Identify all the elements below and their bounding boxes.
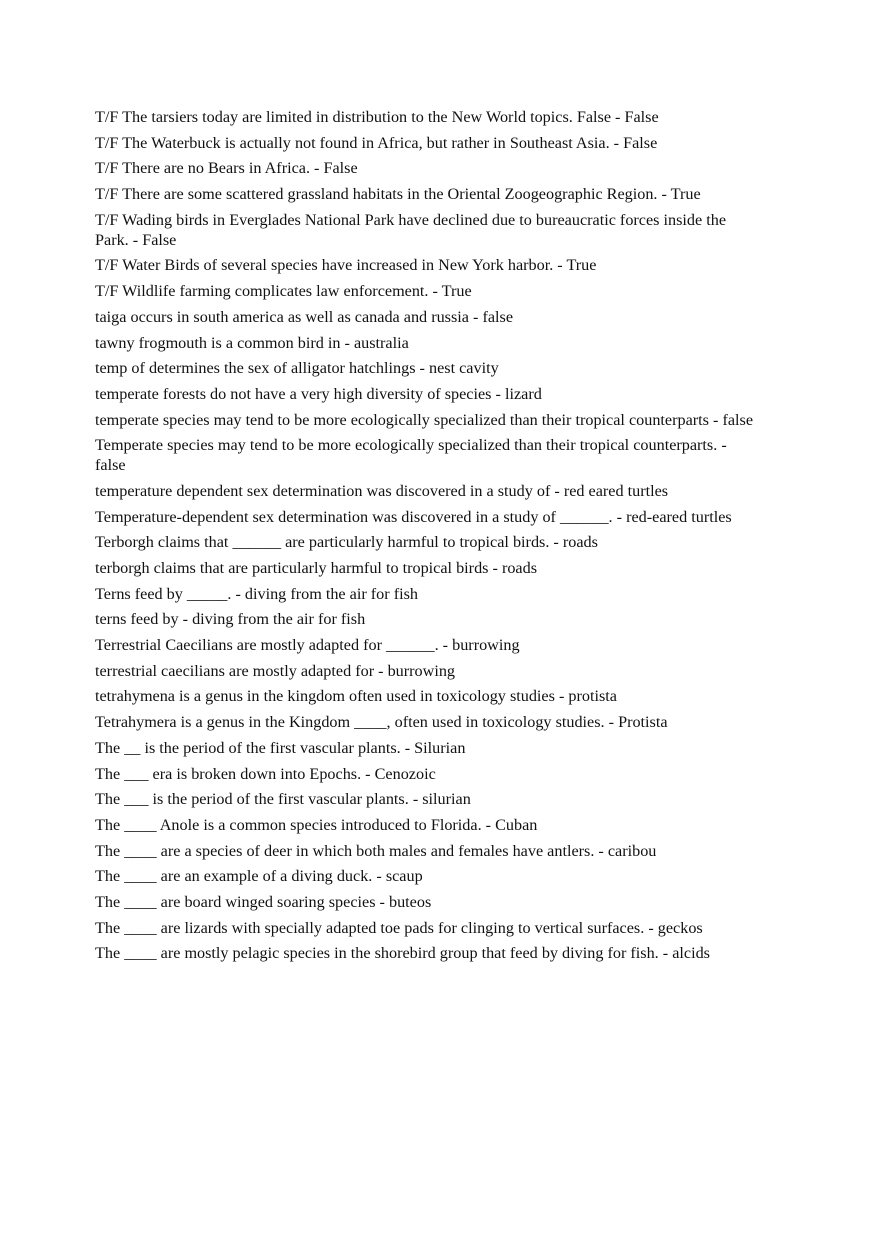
flashcard-line: temperature dependent sex determination was discovered in a study of - red eared turtles: [95, 481, 669, 500]
flashcard-line: The ____ are lizards with specially adapted toe pads for clinging to vertical surfaces. - geckos: [95, 918, 703, 937]
flashcard-line: T/F Wading birds in Everglades National Park have declined due to bureaucratic forces inside the Park. - False: [95, 210, 727, 249]
flashcard-line: temp of determines the sex of alligator hatchlings - nest cavity: [95, 359, 499, 378]
flashcard-line: T/F The tarsiers today are limited in distribution to the New World topics. False - False: [95, 108, 659, 126]
flashcard-line: Temperature-dependent sex determination was discovered in a study of ______. - red-eared turtles: [95, 507, 732, 526]
flashcard-line: The ___ era is broken down into Epochs. - Cenozoic: [95, 764, 436, 783]
flashcard-line: The ____ are a species of deer in which both males and females have antlers. - caribou: [95, 841, 657, 860]
flashcard-line: Terborgh claims that ______ are particularly harmful to tropical birds. - roads: [95, 533, 598, 552]
flashcard-line: T/F There are some scattered grassland habitats in the Oriental Zoogeographic Region. - True: [95, 185, 701, 204]
flashcard-line: The ____ Anole is a common species introduced to Florida. - Cuban: [95, 815, 538, 834]
flashcard-line: Terrestrial Caecilians are mostly adapted for ______. - burrowing: [95, 636, 520, 655]
flashcard-line: T/F The Waterbuck is actually not found in Africa, but rather in Southeast Asia. - False: [95, 133, 658, 152]
flashcard-line: temperate forests do not have a very high diversity of species - lizard: [95, 384, 542, 403]
flashcard-line: The ____ are an example of a diving duck. - scaup: [95, 867, 423, 886]
flashcard-line: terborgh claims that are particularly harmful to tropical birds - roads: [95, 559, 538, 577]
flashcard-line: temperate species may tend to be more ecologically specialized than their tropical counterparts - false: [95, 410, 754, 429]
flashcard-line: tetrahymena is a genus in the kingdom often used in toxicology studies - protista: [95, 687, 617, 706]
flashcard-line: T/F Water Birds of several species have increased in New York harbor. - True: [95, 256, 597, 275]
flashcard-line: The ____ are mostly pelagic species in the shorebird group that feed by diving for fish. - alcids: [95, 944, 710, 963]
flashcard-line: T/F Wildlife farming complicates law enforcement. - True: [95, 282, 472, 301]
flashcard-line: taiga occurs in south america as well as canada and russia - false: [95, 307, 514, 326]
flashcard-line: The ____ are board winged soaring species - buteos: [95, 892, 432, 911]
flashcard-line: terns feed by - diving from the air for fish: [95, 610, 366, 629]
flashcard-line: terrestrial caecilians are mostly adapted for - burrowing: [95, 661, 456, 680]
flashcard-line: Terns feed by _____. - diving from the air for fish: [95, 584, 418, 603]
flashcard-line: The __ is the period of the first vascular plants. - Silurian: [95, 738, 466, 757]
flashcard-line: Temperate species may tend to be more ecologically specialized than their tropical counterparts. - false: [95, 436, 727, 475]
flashcard-line: Tetrahymera is a genus in the Kingdom ____, often used in toxicology studies. - Protista: [95, 713, 668, 732]
flashcard-list: [95, 107, 755, 969]
flashcard-line: The ___ is the period of the first vascular plants. - silurian: [95, 790, 471, 809]
flashcard-line: tawny frogmouth is a common bird in - australia: [95, 333, 409, 352]
flashcard-line: T/F There are no Bears in Africa. - False: [95, 159, 358, 178]
